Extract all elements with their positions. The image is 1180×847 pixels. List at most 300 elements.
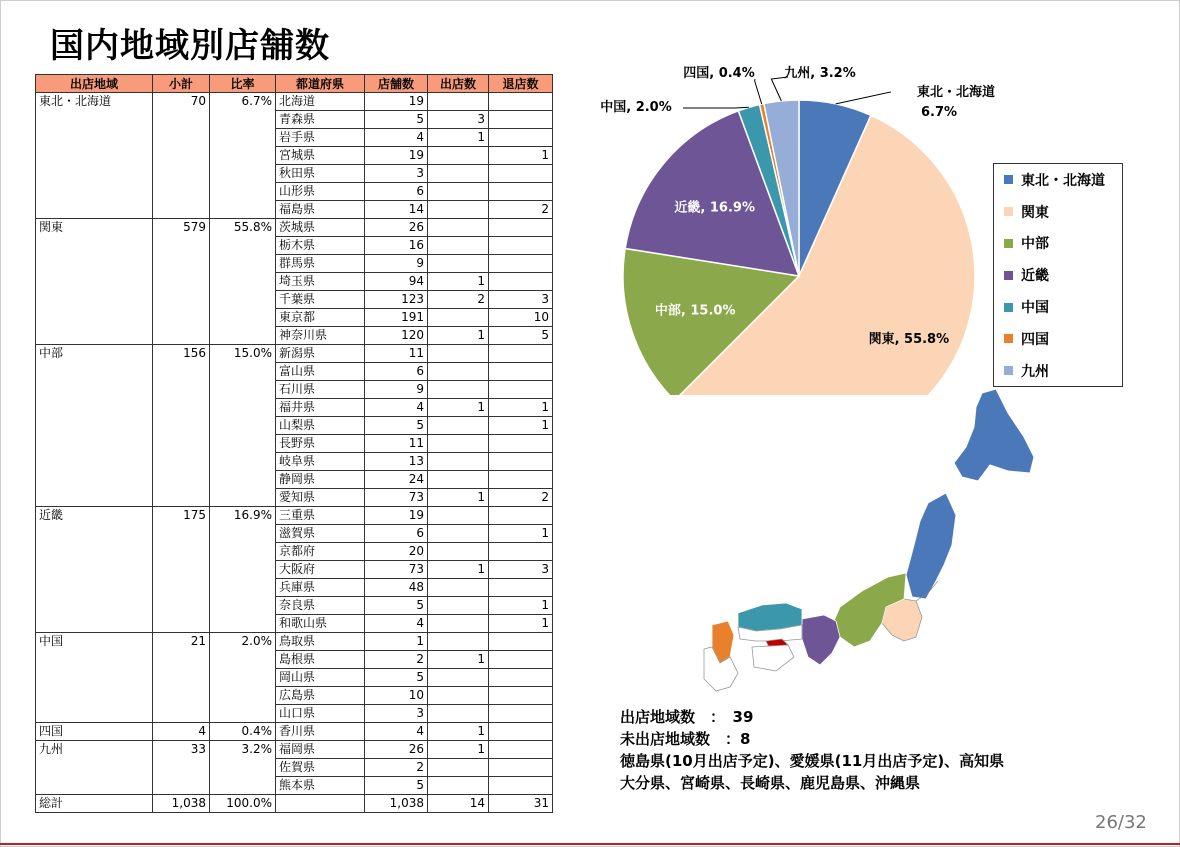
- region-blank: [36, 525, 153, 543]
- table-header: 店舗数: [365, 75, 428, 93]
- prefecture-name: 熊本県: [276, 777, 365, 795]
- region-blank: [36, 417, 153, 435]
- region-blank: [210, 165, 276, 183]
- region-blank: [210, 759, 276, 777]
- table-row: [36, 543, 553, 561]
- store-count: 73: [365, 489, 428, 507]
- closed-count: [489, 165, 553, 183]
- prefecture-name: 山形県: [276, 183, 365, 201]
- store-count: 73: [365, 561, 428, 579]
- table-row: [36, 561, 553, 579]
- closed-count: 3: [489, 561, 553, 579]
- store-count: 5: [365, 597, 428, 615]
- closed-count: [489, 777, 553, 795]
- table-row: [36, 363, 553, 381]
- region-blank: [210, 669, 276, 687]
- region-subtotal: 4: [153, 723, 210, 741]
- region-blank: [36, 363, 153, 381]
- opened-count: [428, 669, 489, 687]
- prefecture-name: 広島県: [276, 687, 365, 705]
- region-blank: [210, 273, 276, 291]
- total-ratio: 100.0%: [210, 795, 276, 813]
- store-count: 5: [365, 417, 428, 435]
- legend-item: [994, 291, 1122, 323]
- store-count: 1: [365, 633, 428, 651]
- prefecture-name: 香川県: [276, 723, 365, 741]
- region-blank: [36, 165, 153, 183]
- opened-count: 1: [428, 129, 489, 147]
- store-count: 26: [365, 219, 428, 237]
- region-blank: [210, 417, 276, 435]
- info-unopened-list-2: 大分県、宮崎県、長崎県、鹿児島県、沖縄県: [620, 774, 921, 792]
- total-stores: 1,038: [365, 795, 428, 813]
- legend-swatch: [1004, 175, 1013, 184]
- region-blank: [153, 687, 210, 705]
- region-blank: [36, 237, 153, 255]
- region-blank: [36, 579, 153, 597]
- store-count: 11: [365, 435, 428, 453]
- closed-count: [489, 183, 553, 201]
- region-blank: [36, 273, 153, 291]
- store-count: 5: [365, 669, 428, 687]
- table-row: [36, 489, 553, 507]
- region-blank: [36, 291, 153, 309]
- region-blank: [153, 435, 210, 453]
- prefecture-name: 茨城県: [276, 219, 365, 237]
- region-blank: [36, 183, 153, 201]
- region-blank: [36, 597, 153, 615]
- region-ratio: 15.0%: [210, 345, 276, 363]
- region-blank: [210, 327, 276, 345]
- region-ratio: 16.9%: [210, 507, 276, 525]
- table-row: [36, 147, 553, 165]
- prefecture-name: 栃木県: [276, 237, 365, 255]
- store-count: 24: [365, 471, 428, 489]
- legend-item: [994, 323, 1122, 355]
- region-name: 四国: [36, 723, 153, 741]
- opened-count: 1: [428, 651, 489, 669]
- footer-line: [0, 843, 1180, 845]
- total-closed: 31: [489, 795, 553, 813]
- store-count: 9: [365, 381, 428, 399]
- opened-count: 2: [428, 291, 489, 309]
- data-label-4: 中国, 2.0%: [600, 100, 672, 115]
- closed-count: [489, 129, 553, 147]
- closed-count: 1: [489, 597, 553, 615]
- opened-count: [428, 633, 489, 651]
- prefecture-name: 島根県: [276, 651, 365, 669]
- region-blank: [36, 255, 153, 273]
- opened-count: [428, 507, 489, 525]
- prefecture-name: 京都府: [276, 543, 365, 561]
- table-row: [36, 435, 553, 453]
- region-blank: [210, 579, 276, 597]
- store-count: 11: [365, 345, 428, 363]
- region-blank: [210, 651, 276, 669]
- region-subtotal: 33: [153, 741, 210, 759]
- table-row: [36, 669, 553, 687]
- total-label: 総計: [36, 795, 153, 813]
- legend-swatch: [1004, 239, 1013, 248]
- opened-count: [428, 705, 489, 723]
- region-name: 近畿: [36, 507, 153, 525]
- leader-line-0: [836, 92, 891, 104]
- store-count-table: [35, 74, 553, 813]
- closed-count: 1: [489, 525, 553, 543]
- region-blank: [153, 111, 210, 129]
- closed-count: [489, 651, 553, 669]
- data-label-0b: 6.7%: [920, 105, 958, 120]
- table-row: [36, 165, 553, 183]
- region-blank: [153, 327, 210, 345]
- region-blank: [153, 471, 210, 489]
- closed-count: [489, 219, 553, 237]
- table-row: [36, 273, 553, 291]
- closed-count: [489, 669, 553, 687]
- table-row: [36, 399, 553, 417]
- region-blank: [153, 309, 210, 327]
- prefecture-name: 埼玉県: [276, 273, 365, 291]
- region-blank: [153, 201, 210, 219]
- table-row: [36, 111, 553, 129]
- opened-count: [428, 309, 489, 327]
- table-header: 小計: [153, 75, 210, 93]
- region-blank: [210, 471, 276, 489]
- region-blank: [210, 111, 276, 129]
- table-row: [36, 525, 553, 543]
- table-row: [36, 471, 553, 489]
- closed-count: 1: [489, 615, 553, 633]
- map-region-kinki: [802, 615, 840, 665]
- page-number: 26/32: [1095, 812, 1147, 833]
- table-row: [36, 237, 553, 255]
- region-blank: [36, 561, 153, 579]
- region-blank: [153, 381, 210, 399]
- table-row: [36, 129, 553, 147]
- closed-count: [489, 633, 553, 651]
- region-blank: [210, 129, 276, 147]
- opened-count: [428, 579, 489, 597]
- slide-title: 国内地域別店舗数: [50, 26, 330, 66]
- opened-count: [428, 363, 489, 381]
- region-blank: [210, 291, 276, 309]
- store-count: 4: [365, 399, 428, 417]
- store-count: 191: [365, 309, 428, 327]
- closed-count: [489, 111, 553, 129]
- prefecture-name: 愛知県: [276, 489, 365, 507]
- region-blank: [36, 759, 153, 777]
- prefecture-name: 福島県: [276, 201, 365, 219]
- opened-count: 1: [428, 723, 489, 741]
- table-row: [36, 597, 553, 615]
- region-blank: [36, 453, 153, 471]
- region-ratio: 2.0%: [210, 633, 276, 651]
- prefecture-name: 福井県: [276, 399, 365, 417]
- region-blank: [153, 147, 210, 165]
- table-row: [36, 705, 553, 723]
- table-row: [36, 651, 553, 669]
- region-blank: [36, 543, 153, 561]
- closed-count: 1: [489, 417, 553, 435]
- prefecture-name: 奈良県: [276, 597, 365, 615]
- store-count: 19: [365, 507, 428, 525]
- closed-count: [489, 687, 553, 705]
- region-blank: [153, 417, 210, 435]
- region-name: 九州: [36, 741, 153, 759]
- store-count: 14: [365, 201, 428, 219]
- prefecture-name: 千葉県: [276, 291, 365, 309]
- prefecture-name: 北海道: [276, 93, 365, 111]
- prefecture-name: 三重県: [276, 507, 365, 525]
- table-header: 都道府県: [276, 75, 365, 93]
- closed-count: [489, 507, 553, 525]
- region-blank: [153, 777, 210, 795]
- region-blank: [36, 201, 153, 219]
- region-subtotal: 21: [153, 633, 210, 651]
- legend-item: [994, 228, 1122, 260]
- store-count: 16: [365, 237, 428, 255]
- store-count: 3: [365, 705, 428, 723]
- region-blank: [210, 777, 276, 795]
- total-blank: [276, 795, 365, 813]
- table-row: [36, 759, 553, 777]
- region-name: 中部: [36, 345, 153, 363]
- table-header: 出店数: [428, 75, 489, 93]
- store-count: 4: [365, 129, 428, 147]
- closed-count: 3: [489, 291, 553, 309]
- region-blank: [36, 399, 153, 417]
- store-count: 6: [365, 525, 428, 543]
- japan-map: [690, 385, 1050, 695]
- region-blank: [153, 129, 210, 147]
- data-label-2: 中部, 15.0%: [654, 303, 736, 319]
- region-blank: [153, 597, 210, 615]
- region-blank: [153, 399, 210, 417]
- region-blank: [210, 183, 276, 201]
- legend-label: 関東: [1021, 204, 1049, 221]
- opened-count: [428, 345, 489, 363]
- prefecture-name: 佐賀県: [276, 759, 365, 777]
- opened-count: [428, 453, 489, 471]
- region-blank: [153, 579, 210, 597]
- store-count: 6: [365, 363, 428, 381]
- region-blank: [36, 435, 153, 453]
- region-blank: [210, 615, 276, 633]
- region-blank: [153, 165, 210, 183]
- region-blank: [153, 759, 210, 777]
- region-blank: [210, 381, 276, 399]
- opened-count: 1: [428, 273, 489, 291]
- region-blank: [210, 363, 276, 381]
- opened-count: [428, 255, 489, 273]
- data-label-6: 九州, 3.2%: [784, 66, 856, 81]
- store-count: 5: [365, 777, 428, 795]
- region-blank: [153, 183, 210, 201]
- table-row: [36, 507, 553, 525]
- region-blank: [210, 687, 276, 705]
- region-subtotal: 70: [153, 93, 210, 111]
- table-row: [36, 381, 553, 399]
- opened-count: 1: [428, 399, 489, 417]
- store-count: 26: [365, 741, 428, 759]
- closed-count: [489, 363, 553, 381]
- region-blank: [210, 147, 276, 165]
- opened-count: [428, 543, 489, 561]
- prefecture-name: 山口県: [276, 705, 365, 723]
- region-subtotal: 175: [153, 507, 210, 525]
- prefecture-name: 岩手県: [276, 129, 365, 147]
- store-count: 5: [365, 111, 428, 129]
- closed-count: [489, 453, 553, 471]
- legend-swatch: [1004, 303, 1013, 312]
- store-count: 13: [365, 453, 428, 471]
- store-count: 120: [365, 327, 428, 345]
- region-blank: [36, 309, 153, 327]
- region-blank: [210, 489, 276, 507]
- opened-count: [428, 147, 489, 165]
- opened-count: [428, 237, 489, 255]
- region-blank: [36, 687, 153, 705]
- prefecture-name: 宮城県: [276, 147, 365, 165]
- closed-count: [489, 543, 553, 561]
- legend-swatch: [1004, 207, 1013, 216]
- table-row: [36, 453, 553, 471]
- region-blank: [36, 489, 153, 507]
- prefecture-name: 鳥取県: [276, 633, 365, 651]
- region-blank: [36, 777, 153, 795]
- prefecture-name: 岐阜県: [276, 453, 365, 471]
- opened-count: [428, 183, 489, 201]
- closed-count: 2: [489, 201, 553, 219]
- region-blank: [153, 651, 210, 669]
- table-row: [36, 741, 553, 759]
- map-region-tohoku-hokkaido: [906, 389, 1034, 599]
- region-blank: [153, 363, 210, 381]
- region-blank: [153, 291, 210, 309]
- opened-count: [428, 165, 489, 183]
- region-blank: [210, 705, 276, 723]
- legend-swatch: [1004, 334, 1013, 343]
- prefecture-name: 山梨県: [276, 417, 365, 435]
- legend-item: [994, 164, 1122, 196]
- store-count: 4: [365, 615, 428, 633]
- closed-count: [489, 345, 553, 363]
- opened-count: 1: [428, 327, 489, 345]
- leader-line-5: [755, 79, 762, 104]
- prefecture-name: 石川県: [276, 381, 365, 399]
- closed-count: [489, 255, 553, 273]
- legend-item: [994, 259, 1122, 291]
- prefecture-name: 滋賀県: [276, 525, 365, 543]
- region-ratio: 55.8%: [210, 219, 276, 237]
- region-blank: [210, 237, 276, 255]
- closed-count: [489, 273, 553, 291]
- closed-count: 10: [489, 309, 553, 327]
- closed-count: 2: [489, 489, 553, 507]
- region-blank: [210, 399, 276, 417]
- opened-count: [428, 201, 489, 219]
- leader-line-4: [683, 107, 749, 108]
- prefecture-name: 岡山県: [276, 669, 365, 687]
- store-count: 3: [365, 165, 428, 183]
- region-subtotal: 579: [153, 219, 210, 237]
- legend-item: [994, 196, 1122, 228]
- table-header: 退店数: [489, 75, 553, 93]
- region-blank: [153, 237, 210, 255]
- table-row: [36, 633, 553, 651]
- prefecture-name: 神奈川県: [276, 327, 365, 345]
- opened-count: [428, 381, 489, 399]
- closed-count: [489, 471, 553, 489]
- region-blank: [153, 273, 210, 291]
- closed-count: 1: [489, 399, 553, 417]
- region-blank: [36, 381, 153, 399]
- region-blank: [153, 525, 210, 543]
- store-count: 94: [365, 273, 428, 291]
- closed-count: [489, 723, 553, 741]
- region-blank: [36, 471, 153, 489]
- table-row: [36, 327, 553, 345]
- legend-label: 近畿: [1021, 268, 1049, 285]
- legend-label: 東北・北海道: [1021, 172, 1105, 189]
- prefecture-name: 福岡県: [276, 741, 365, 759]
- table-row: [36, 291, 553, 309]
- region-blank: [153, 705, 210, 723]
- store-count: 2: [365, 651, 428, 669]
- opened-count: [428, 759, 489, 777]
- closed-count: [489, 435, 553, 453]
- table-row: [36, 723, 553, 741]
- region-blank: [210, 453, 276, 471]
- region-blank: [210, 201, 276, 219]
- opened-count: [428, 525, 489, 543]
- closed-count: [489, 93, 553, 111]
- region-ratio: 0.4%: [210, 723, 276, 741]
- region-name: 東北・北海道: [36, 93, 153, 111]
- table-row: [36, 417, 553, 435]
- closed-count: [489, 579, 553, 597]
- table-row: [36, 255, 553, 273]
- table-row: [36, 201, 553, 219]
- opened-count: 1: [428, 561, 489, 579]
- store-count: 123: [365, 291, 428, 309]
- legend-item: [994, 355, 1122, 387]
- data-label-0a: 東北・北海道: [916, 85, 996, 100]
- region-blank: [210, 435, 276, 453]
- store-count: 19: [365, 147, 428, 165]
- region-blank: [36, 705, 153, 723]
- closed-count: [489, 741, 553, 759]
- opened-count: [428, 471, 489, 489]
- prefecture-name: 富山県: [276, 363, 365, 381]
- prefecture-name: 東京都: [276, 309, 365, 327]
- info-unopened-areas: 未出店地域数 ：8: [620, 730, 751, 748]
- region-blank: [153, 453, 210, 471]
- legend-label: 中部: [1021, 236, 1049, 253]
- closed-count: 1: [489, 147, 553, 165]
- info-open-areas: 出店地域数 ： 39: [620, 708, 754, 726]
- region-blank: [36, 111, 153, 129]
- chart-legend: [993, 163, 1123, 387]
- opened-count: [428, 435, 489, 453]
- opened-count: [428, 219, 489, 237]
- opened-count: [428, 93, 489, 111]
- legend-label: 中国: [1021, 300, 1049, 317]
- table-row: [36, 183, 553, 201]
- prefecture-name: 静岡県: [276, 471, 365, 489]
- prefecture-name: 新潟県: [276, 345, 365, 363]
- info-unopened-list-1: 徳島県(10月出店予定)、愛媛県(11月出店予定)、高知県: [620, 752, 1005, 770]
